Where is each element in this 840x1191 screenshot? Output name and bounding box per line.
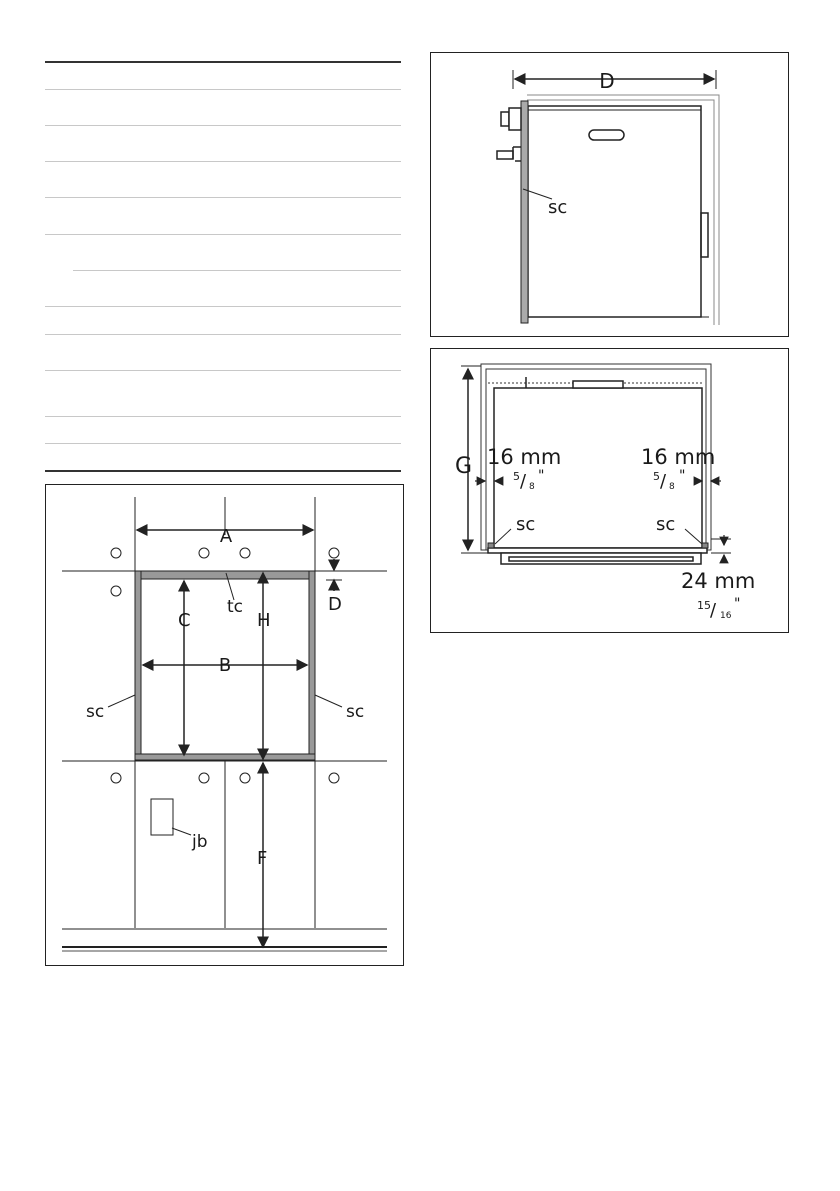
- table-rule: [45, 161, 401, 162]
- left-gap-fraction-num: 5: [513, 470, 520, 483]
- label-sc-right: sc: [346, 702, 365, 722]
- cabinet-cutout-svg: [46, 485, 403, 965]
- table-rule: [73, 270, 401, 271]
- table-rule: [45, 470, 401, 472]
- table-rule: [45, 234, 401, 235]
- dim-label-f: F: [257, 848, 268, 869]
- fraction-slash: /: [710, 600, 717, 621]
- dim-label-g: G: [455, 454, 473, 479]
- right-gap-fraction-num: 5: [653, 470, 660, 483]
- label-tc: tc: [227, 597, 244, 617]
- bottom-gap-fraction-num: 15: [697, 599, 711, 612]
- dim-label-d: D: [328, 594, 342, 615]
- label-sc-left: sc: [86, 702, 105, 722]
- bottom-gap-fraction-unit: ": [734, 596, 741, 612]
- left-gap-fraction-unit: ": [538, 468, 545, 484]
- left-gap-mm: 16 mm: [487, 445, 562, 469]
- right-gap-fraction-den: 8: [669, 482, 675, 492]
- label-sc: sc: [548, 197, 568, 218]
- dim-label-b: B: [218, 655, 232, 676]
- bottom-gap-mm: 24 mm: [681, 569, 756, 593]
- bottom-gap-fraction: [697, 596, 740, 621]
- left-gap-fraction-den: 8: [529, 482, 535, 492]
- left-gap-fraction: [513, 468, 544, 492]
- side-view-diagram: [430, 52, 789, 337]
- right-gap-fraction-unit: ": [679, 468, 686, 484]
- table-rule: [45, 416, 401, 417]
- table-rule: [45, 370, 401, 371]
- table-rule: [45, 89, 401, 90]
- side-view-svg: [431, 53, 788, 336]
- table-rule: [45, 306, 401, 307]
- table-rule: [45, 197, 401, 198]
- dim-label-d: D: [599, 69, 615, 93]
- right-gap-fraction: [653, 468, 685, 492]
- front-view-svg: [431, 349, 788, 632]
- fraction-slash: /: [660, 471, 667, 492]
- label-sc-left: sc: [516, 514, 536, 535]
- dim-label-h: H: [257, 610, 271, 631]
- fraction-slash: /: [520, 471, 527, 492]
- table-rule: [45, 61, 401, 63]
- cabinet-cutout-diagram: [45, 484, 404, 966]
- table-rule: [45, 334, 401, 335]
- right-gap-mm: 16 mm: [641, 445, 716, 469]
- label-jb: jb: [192, 832, 208, 852]
- bottom-gap-fraction-den: 16: [720, 611, 732, 621]
- dim-label-c: C: [178, 610, 191, 631]
- label-sc-right: sc: [656, 514, 676, 535]
- table-rule: [45, 125, 401, 126]
- dim-label-a: A: [219, 526, 233, 547]
- table-rule: [45, 443, 401, 444]
- front-view-diagram: [430, 348, 789, 633]
